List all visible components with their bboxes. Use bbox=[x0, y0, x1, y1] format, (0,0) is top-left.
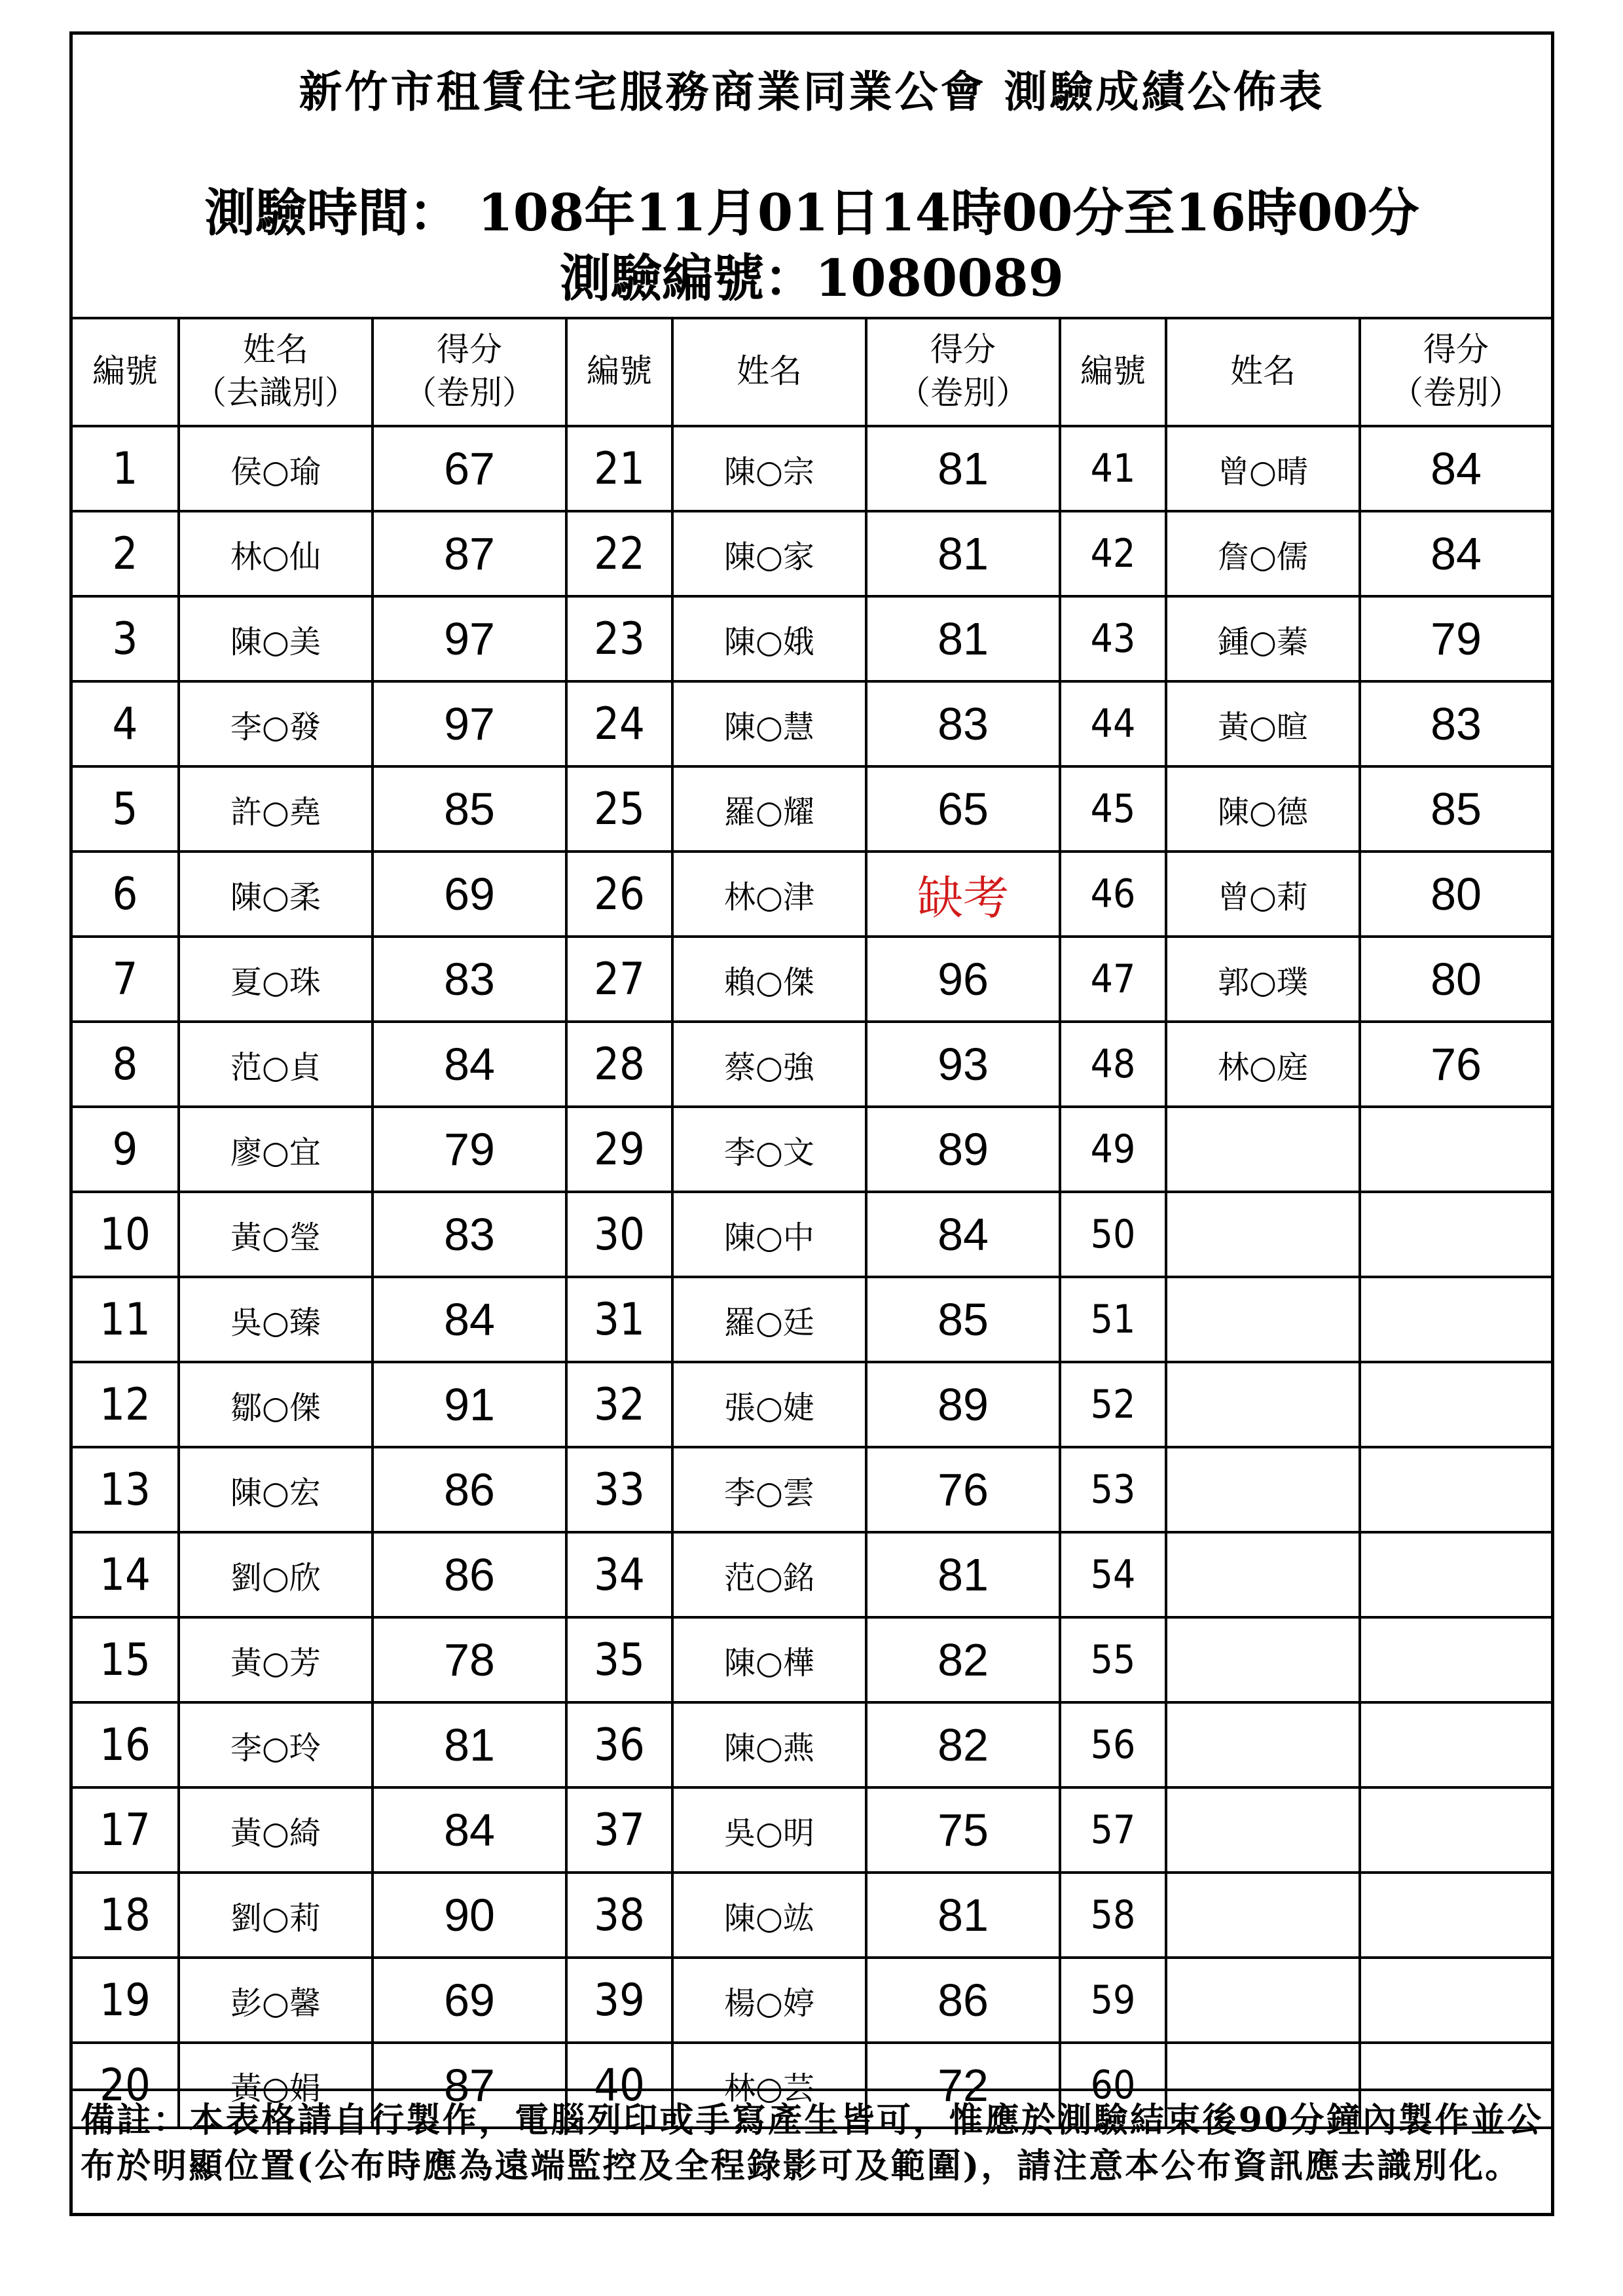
entry-name: 范○銘 bbox=[672, 1532, 866, 1617]
entry-number: 12 bbox=[73, 1362, 179, 1447]
entry-score bbox=[1360, 1192, 1551, 1277]
score-table bbox=[73, 317, 1551, 2129]
entry-score bbox=[1360, 1958, 1551, 2043]
entry-number: 5 bbox=[73, 766, 179, 852]
entry-name: 陳○燕 bbox=[672, 1702, 866, 1787]
entry-number: 41 bbox=[1060, 426, 1166, 511]
entry-name: 李○玲 bbox=[179, 1702, 373, 1787]
entry-score: 90 bbox=[373, 1873, 566, 1958]
entry-name: 陳○宏 bbox=[179, 1447, 373, 1532]
entry-number: 22 bbox=[566, 511, 672, 596]
entry-score bbox=[1360, 1702, 1551, 1787]
entry-score: 82 bbox=[866, 1617, 1060, 1702]
entry-number: 28 bbox=[566, 1022, 672, 1107]
entry-score: 80 bbox=[1360, 937, 1551, 1022]
entry-number: 60 bbox=[1060, 2043, 1166, 2128]
entry-number: 25 bbox=[566, 766, 672, 852]
entry-score bbox=[1360, 1107, 1551, 1192]
entry-number: 27 bbox=[566, 937, 672, 1022]
entry-score: 93 bbox=[866, 1022, 1060, 1107]
entry-name: 黃○娟 bbox=[179, 2043, 373, 2128]
entry-number: 30 bbox=[566, 1192, 672, 1277]
sheet-header bbox=[73, 35, 1551, 319]
exam-number: 測驗編號：1080089 bbox=[560, 249, 1064, 308]
table-row bbox=[73, 1447, 1551, 1532]
entry-number: 48 bbox=[1060, 1022, 1166, 1107]
entry-name: 羅○廷 bbox=[672, 1277, 866, 1362]
entry-name bbox=[1166, 1362, 1360, 1447]
entry-number: 54 bbox=[1060, 1532, 1166, 1617]
entry-number: 38 bbox=[566, 1873, 672, 1958]
entry-score bbox=[1360, 1532, 1551, 1617]
entry-number: 11 bbox=[73, 1277, 179, 1362]
entry-name: 陳○家 bbox=[672, 511, 866, 596]
entry-name bbox=[1166, 1447, 1360, 1532]
entry-score: 83 bbox=[373, 1192, 566, 1277]
entry-number: 37 bbox=[566, 1787, 672, 1873]
entry-score: 81 bbox=[866, 1873, 1060, 1958]
entry-score: 76 bbox=[1360, 1022, 1551, 1107]
entry-score: 81 bbox=[866, 596, 1060, 681]
entry-number: 52 bbox=[1060, 1362, 1166, 1447]
entry-number: 45 bbox=[1060, 766, 1166, 852]
entry-number: 53 bbox=[1060, 1447, 1166, 1532]
entry-score: 84 bbox=[1360, 426, 1551, 511]
entry-score: 96 bbox=[866, 937, 1060, 1022]
entry-score: 80 bbox=[1360, 852, 1551, 937]
entry-score: 81 bbox=[866, 511, 1060, 596]
entry-score bbox=[1360, 1873, 1551, 1958]
entry-score: 83 bbox=[373, 937, 566, 1022]
score-sheet bbox=[69, 31, 1554, 2216]
entry-score: 85 bbox=[866, 1277, 1060, 1362]
header-score: 得分 （卷別） bbox=[373, 317, 566, 426]
entry-score: 82 bbox=[866, 1702, 1060, 1787]
absent-mark: 缺考 bbox=[866, 852, 1060, 937]
entry-number: 47 bbox=[1060, 937, 1166, 1022]
table-row bbox=[73, 511, 1551, 596]
entry-name bbox=[1166, 1787, 1360, 1873]
table-row bbox=[73, 681, 1551, 766]
table-row bbox=[73, 1787, 1551, 1873]
table-row bbox=[73, 852, 1551, 937]
entry-number: 20 bbox=[73, 2043, 179, 2128]
entry-name: 蔡○強 bbox=[672, 1022, 866, 1107]
entry-number: 19 bbox=[73, 1958, 179, 2043]
entry-name: 許○堯 bbox=[179, 766, 373, 852]
entry-score: 97 bbox=[373, 681, 566, 766]
entry-name: 陳○娥 bbox=[672, 596, 866, 681]
entry-name: 陳○美 bbox=[179, 596, 373, 681]
entry-number: 6 bbox=[73, 852, 179, 937]
entry-number: 10 bbox=[73, 1192, 179, 1277]
entry-score bbox=[1360, 1362, 1551, 1447]
entry-name: 陳○宗 bbox=[672, 426, 866, 511]
entry-number: 36 bbox=[566, 1702, 672, 1787]
entry-score bbox=[1360, 1787, 1551, 1873]
entry-name bbox=[1166, 1702, 1360, 1787]
entry-score: 86 bbox=[866, 1958, 1060, 2043]
header-name: 姓名 （去識別） bbox=[179, 317, 373, 426]
header-name: 姓名 bbox=[672, 317, 866, 426]
entry-number: 33 bbox=[566, 1447, 672, 1532]
entry-score: 86 bbox=[373, 1532, 566, 1617]
table-row bbox=[73, 1277, 1551, 1362]
entry-score bbox=[1360, 1277, 1551, 1362]
entry-number: 55 bbox=[1060, 1617, 1166, 1702]
entry-number: 35 bbox=[566, 1617, 672, 1702]
table-row bbox=[73, 1617, 1551, 1702]
entry-name: 吳○臻 bbox=[179, 1277, 373, 1362]
header-score: 得分 （卷別） bbox=[1360, 317, 1551, 426]
entry-name: 黃○暄 bbox=[1166, 681, 1360, 766]
entry-name: 曾○晴 bbox=[1166, 426, 1360, 511]
header-number: 編號 bbox=[566, 317, 672, 426]
entry-number: 29 bbox=[566, 1107, 672, 1192]
entry-name: 廖○宜 bbox=[179, 1107, 373, 1192]
table-row bbox=[73, 937, 1551, 1022]
table-row bbox=[73, 596, 1551, 681]
entry-score: 84 bbox=[373, 1022, 566, 1107]
entry-name: 侯○瑜 bbox=[179, 426, 373, 511]
entry-number: 15 bbox=[73, 1617, 179, 1702]
entry-name: 郭○璞 bbox=[1166, 937, 1360, 1022]
entry-name: 黃○綺 bbox=[179, 1787, 373, 1873]
entry-score: 84 bbox=[866, 1192, 1060, 1277]
entry-score: 84 bbox=[373, 1277, 566, 1362]
entry-name bbox=[1166, 1192, 1360, 1277]
entry-number: 3 bbox=[73, 596, 179, 681]
entry-number: 58 bbox=[1060, 1873, 1166, 1958]
table-header-row bbox=[73, 317, 1551, 426]
entry-name: 賴○傑 bbox=[672, 937, 866, 1022]
entry-name: 陳○慧 bbox=[672, 681, 866, 766]
entry-score: 84 bbox=[1360, 511, 1551, 596]
entry-name: 林○庭 bbox=[1166, 1022, 1360, 1107]
table-row bbox=[73, 1873, 1551, 1958]
entry-name: 陳○柔 bbox=[179, 852, 373, 937]
entry-number: 23 bbox=[566, 596, 672, 681]
header-name: 姓名 bbox=[1166, 317, 1360, 426]
entry-name: 吳○明 bbox=[672, 1787, 866, 1873]
entry-number: 59 bbox=[1060, 1958, 1166, 2043]
entry-name bbox=[1166, 1532, 1360, 1617]
entry-name: 林○津 bbox=[672, 852, 866, 937]
table-row bbox=[73, 1107, 1551, 1192]
entry-name: 陳○德 bbox=[1166, 766, 1360, 852]
entry-name: 羅○耀 bbox=[672, 766, 866, 852]
entry-number: 8 bbox=[73, 1022, 179, 1107]
entry-score: 91 bbox=[373, 1362, 566, 1447]
entry-score: 79 bbox=[1360, 596, 1551, 681]
entry-name: 李○雲 bbox=[672, 1447, 866, 1532]
entry-score: 69 bbox=[373, 1958, 566, 2043]
page-title: 新竹市租賃住宅服務商業同業公會 測驗成績公佈表 bbox=[299, 66, 1325, 117]
entry-number: 34 bbox=[566, 1532, 672, 1617]
entry-score: 81 bbox=[373, 1702, 566, 1787]
entry-score bbox=[1360, 1447, 1551, 1532]
remarks-note: 備註：本表格請自行製作，電腦列印或手寫產生皆可，惟應於測驗結束後90分鐘內製作並公布於明顯位置(公布時應為遠端監控及全程錄影可及範圍)，請注意本公布資訊應去識別化。 bbox=[73, 2089, 1551, 2213]
entry-number: 31 bbox=[566, 1277, 672, 1362]
entry-name: 林○芸 bbox=[672, 2043, 866, 2128]
entry-number: 56 bbox=[1060, 1702, 1166, 1787]
entry-name: 夏○珠 bbox=[179, 937, 373, 1022]
entry-score: 78 bbox=[373, 1617, 566, 1702]
entry-number: 9 bbox=[73, 1107, 179, 1192]
entry-name: 曾○莉 bbox=[1166, 852, 1360, 937]
entry-name: 鄒○傑 bbox=[179, 1362, 373, 1447]
entry-number: 2 bbox=[73, 511, 179, 596]
entry-name: 詹○儒 bbox=[1166, 511, 1360, 596]
table-row bbox=[73, 766, 1551, 852]
entry-name: 黃○芳 bbox=[179, 1617, 373, 1702]
entry-number: 7 bbox=[73, 937, 179, 1022]
entry-name: 陳○竑 bbox=[672, 1873, 866, 1958]
entry-score: 85 bbox=[373, 766, 566, 852]
table-row bbox=[73, 426, 1551, 511]
header-number: 編號 bbox=[73, 317, 179, 426]
entry-score: 69 bbox=[373, 852, 566, 937]
entry-name bbox=[1166, 1873, 1360, 1958]
entry-number: 57 bbox=[1060, 1787, 1166, 1873]
entry-score: 87 bbox=[373, 2043, 566, 2128]
entry-number: 13 bbox=[73, 1447, 179, 1532]
entry-score: 76 bbox=[866, 1447, 1060, 1532]
entry-name bbox=[1166, 1958, 1360, 2043]
entry-number: 40 bbox=[566, 2043, 672, 2128]
entry-number: 24 bbox=[566, 681, 672, 766]
table-body bbox=[73, 426, 1551, 2128]
entry-name: 鍾○蓁 bbox=[1166, 596, 1360, 681]
entry-score: 79 bbox=[373, 1107, 566, 1192]
entry-number: 14 bbox=[73, 1532, 179, 1617]
entry-name bbox=[1166, 1277, 1360, 1362]
entry-number: 21 bbox=[566, 426, 672, 511]
entry-number: 49 bbox=[1060, 1107, 1166, 1192]
entry-score: 97 bbox=[373, 596, 566, 681]
table-row bbox=[73, 1702, 1551, 1787]
entry-number: 46 bbox=[1060, 852, 1166, 937]
entry-score: 89 bbox=[866, 1107, 1060, 1192]
entry-number: 17 bbox=[73, 1787, 179, 1873]
entry-score: 81 bbox=[866, 1532, 1060, 1617]
entry-score: 84 bbox=[373, 1787, 566, 1873]
entry-score: 87 bbox=[373, 511, 566, 596]
entry-score: 89 bbox=[866, 1362, 1060, 1447]
entry-name bbox=[1166, 1107, 1360, 1192]
entry-number: 44 bbox=[1060, 681, 1166, 766]
entry-name bbox=[1166, 1617, 1360, 1702]
entry-number: 26 bbox=[566, 852, 672, 937]
entry-number: 42 bbox=[1060, 511, 1166, 596]
table-row bbox=[73, 1192, 1551, 1277]
entry-number: 50 bbox=[1060, 1192, 1166, 1277]
entry-name: 陳○樺 bbox=[672, 1617, 866, 1702]
header-number: 編號 bbox=[1060, 317, 1166, 426]
entry-number: 32 bbox=[566, 1362, 672, 1447]
entry-score: 67 bbox=[373, 426, 566, 511]
entry-score: 85 bbox=[1360, 766, 1551, 852]
entry-number: 39 bbox=[566, 1958, 672, 2043]
entry-score: 83 bbox=[1360, 681, 1551, 766]
entry-score: 83 bbox=[866, 681, 1060, 766]
entry-number: 51 bbox=[1060, 1277, 1166, 1362]
entry-score: 81 bbox=[866, 426, 1060, 511]
entry-name: 李○發 bbox=[179, 681, 373, 766]
header-score: 得分 （卷別） bbox=[866, 317, 1060, 426]
entry-name: 楊○婷 bbox=[672, 1958, 866, 2043]
entry-name: 林○仙 bbox=[179, 511, 373, 596]
table-row bbox=[73, 1532, 1551, 1617]
entry-name: 李○文 bbox=[672, 1107, 866, 1192]
entry-name: 張○婕 bbox=[672, 1362, 866, 1447]
entry-score: 72 bbox=[866, 2043, 1060, 2128]
entry-name: 范○貞 bbox=[179, 1022, 373, 1107]
entry-number: 1 bbox=[73, 426, 179, 511]
entry-number: 18 bbox=[73, 1873, 179, 1958]
entry-score: 75 bbox=[866, 1787, 1060, 1873]
table-row bbox=[73, 1958, 1551, 2043]
exam-time: 測驗時間： 108年11月01日14時00分至16時00分 bbox=[204, 183, 1419, 243]
entry-number: 4 bbox=[73, 681, 179, 766]
entry-name: 彭○馨 bbox=[179, 1958, 373, 2043]
table-row bbox=[73, 1022, 1551, 1107]
entry-name: 黃○瑩 bbox=[179, 1192, 373, 1277]
entry-number: 16 bbox=[73, 1702, 179, 1787]
table-row bbox=[73, 1362, 1551, 1447]
entry-name: 劉○莉 bbox=[179, 1873, 373, 1958]
entry-name: 陳○中 bbox=[672, 1192, 866, 1277]
entry-name: 劉○欣 bbox=[179, 1532, 373, 1617]
entry-score bbox=[1360, 1617, 1551, 1702]
entry-score: 65 bbox=[866, 766, 1060, 852]
entry-number: 43 bbox=[1060, 596, 1166, 681]
entry-score: 86 bbox=[373, 1447, 566, 1532]
